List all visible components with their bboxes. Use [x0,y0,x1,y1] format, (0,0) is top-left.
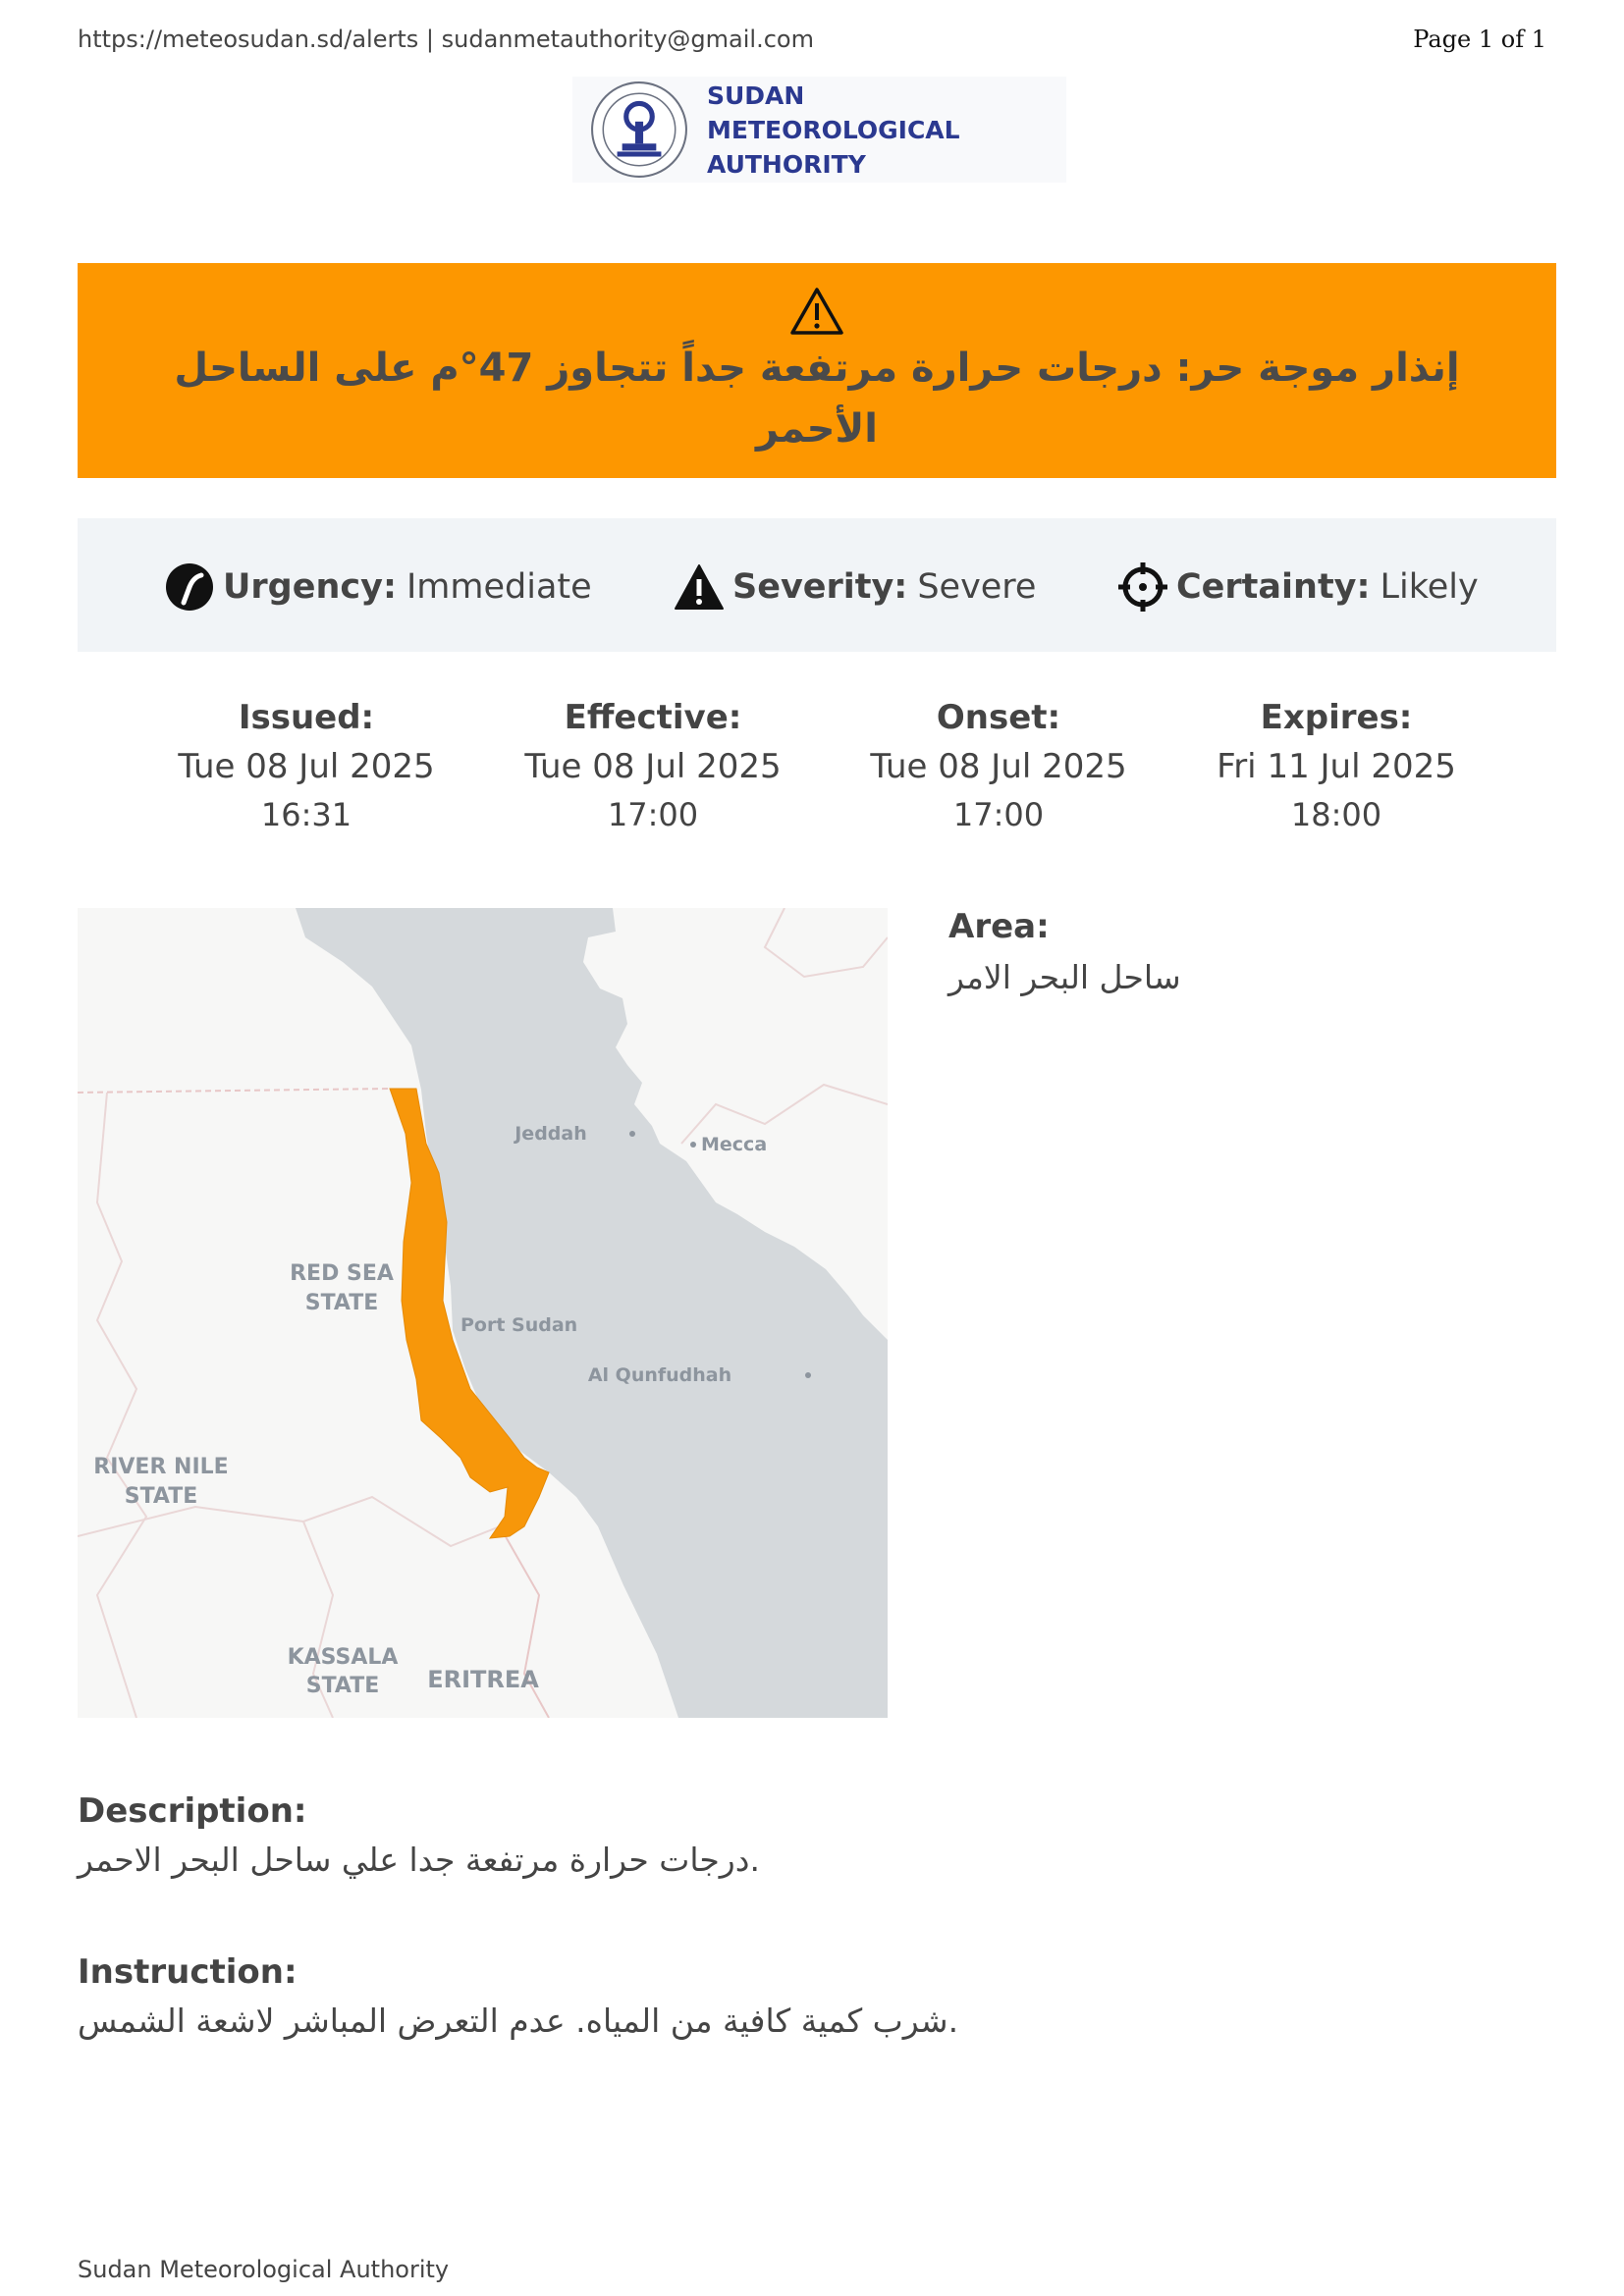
urgency-item [164,561,592,613]
description-value: درجات حرارة مرتفعة جدا علي ساحل البحر الاحمر. [78,1841,760,1879]
urgency-value: Immediate [406,567,592,607]
instruction-label: Instruction: [78,1952,298,1992]
map-label-river-nile: RIVER NILE [93,1455,229,1479]
time-clock: 16:31 [260,796,352,833]
time-date: Fri 11 Jul 2025 [1217,747,1456,786]
map-label-red-sea-state: STATE [304,1291,379,1315]
authority-name [707,79,960,182]
map-label-jeddah: Jeddah [514,1123,587,1145]
onset-time [841,693,1156,838]
seal-icon [589,80,689,180]
severity-item [674,561,1036,613]
time-label: Effective: [564,698,742,737]
logo-line-3: AUTHORITY [707,149,866,179]
logo-line-1: SUDAN [707,80,805,110]
map-label-kassala-state: STATE [305,1674,380,1698]
certainty-value: Likely [1380,567,1479,607]
map-label-al-qunfudhah: Al Qunfudhah [587,1364,732,1386]
clock-icon [164,561,215,613]
crosshair-icon [1117,561,1168,613]
warning-triangle-icon [789,287,844,336]
description-section [78,1787,760,1885]
description-label: Description: [78,1791,307,1831]
area-section [948,903,1181,1005]
map-label-mecca: Mecca [701,1134,768,1155]
area-map [78,908,888,1718]
alert-banner [78,263,1556,478]
time-date: Tue 08 Jul 2025 [870,747,1127,786]
area-value: ساحل البحر الامر [948,958,1181,996]
header-source-line: https://meteosudan.sd/alerts | sudanmetauthority@gmail.com [78,26,814,53]
page-number: Page 1 of 1 [1413,26,1546,53]
map-label-kassala: KASSALA [287,1645,399,1670]
area-label: Area: [948,907,1050,946]
severity-value: Severe [917,567,1037,607]
time-label: Issued: [238,698,375,737]
effective-time [496,693,810,838]
time-date: Tue 08 Jul 2025 [178,747,435,786]
urgency-label: Urgency: [223,567,397,607]
time-label: Expires: [1260,698,1413,737]
map-label-port-sudan: Port Sudan [460,1314,578,1336]
cap-summary [78,518,1556,652]
map-label-eritrea: ERITREA [427,1666,539,1693]
footer-org: Sudan Meteorological Authority [78,2256,450,2283]
instruction-section [78,1948,958,2046]
time-date: Tue 08 Jul 2025 [524,747,782,786]
map-label-red-sea: RED SEA [290,1261,394,1286]
issued-time [149,693,463,838]
map-label-river-nile-state: STATE [124,1484,198,1509]
instruction-value: شرب كمية كافية من المياه. عدم التعرض المباشر لاشعة الشمس. [78,2002,959,2040]
alert-title: إنذار موجة حر: درجات حرارة مرتفعة جداً تتجاوز 47°م على الساحل الأحمر [174,346,1460,452]
expires-time [1179,693,1493,838]
warning-icon [674,561,725,613]
certainty-label: Certainty: [1176,567,1371,607]
time-clock: 18:00 [1290,796,1382,833]
time-clock: 17:00 [952,796,1045,833]
authority-logo [572,77,1066,183]
time-clock: 17:00 [607,796,699,833]
certainty-item [1117,561,1479,613]
severity-label: Severity: [732,567,908,607]
time-label: Onset: [936,698,1061,737]
logo-line-2: METEOROLOGICAL [707,115,960,144]
